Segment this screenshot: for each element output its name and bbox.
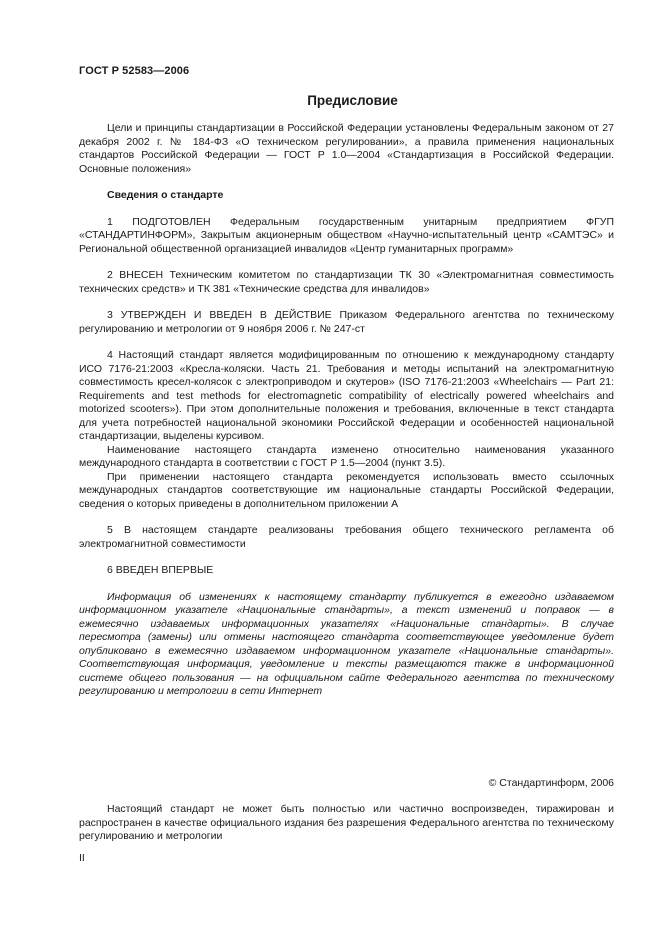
copyright: © Стандартинформ, 2006 xyxy=(488,777,614,789)
item-4: 4 Настоящий стандарт является модифицированным по отношению к международному стандарту ИСО 7176-21:2003 «Кресла-коляски. Часть 21. Требования и методы испытаний на электромагнитную совместимость кресел-колясок с электроприводом и скутеров» (ISO 7176-21:2003 «Wheelchairs — Part 21: Requirements and test methods for electromagnetic compatibility of electrically powered wheelchairs and motorized scooters»). При этом дополнительные положения и требования, включенные в текст стандарта для учета потребностей национальной экономики Российской Федерации и особенностей национальной стандартизации, выделены курсивом. xyxy=(79,349,614,442)
item-6: 6 ВВЕДЕН ВПЕРВЫЕ xyxy=(107,564,214,576)
item-2: 2 ВНЕСЕН Техническим комитетом по стандартизации ТК 30 «Электромагнитная совместимость технических средств» и ТК 381 «Технические средства для инвалидов» xyxy=(79,269,614,295)
page-title xyxy=(0,93,661,108)
changes-info-note: Информация об изменениях к настоящему стандарту публикуется в ежегодно издаваемом информационном указателе «Национальные стандарты», а текст изменений и поправок — в ежемесячно издаваемых информационных указателях «Национальные стандарты». В случае пересмотра (замены) или отмены настоящего стандарта соответствующее уведомление будет опубликовано в ежемесячно издаваемом информационном указателе «Национальные стандарты». Соответствующая информация, уведомление и тексты размещаются также в информационной системе общего пользования — на официальном сайте Федерального агентства по техническому регулированию и метрологии в сети Интернет xyxy=(79,590,614,697)
item-1: 1 ПОДГОТОВЛЕН Федеральным государственным унитарным предприятием ФГУП «СТАНДАРТИНФОРМ», Закрытым акционерным обществом «Научно-испытательный центр «САМТЭС» и Региональной общественной организацией инвалидов «Центр гуманитарных программ» xyxy=(79,215,614,255)
reproduction-notice xyxy=(79,803,614,844)
page-title-text: Предисловие xyxy=(307,93,398,108)
document-body xyxy=(79,122,614,699)
page-number: II xyxy=(79,852,85,864)
item-4-references-note: При применении настоящего стандарта рекомендуется использовать вместо ссылочных международных стандартов соответствующие им национальные стандарты Российской Федерации, сведения о которых приведены в дополнительном приложении А xyxy=(79,470,614,510)
item-5: 5 В настоящем стандарте реализованы требования общего технического регламента об электромагнитной совместимости xyxy=(79,524,614,550)
document-number: ГОСТ Р 52583—2006 xyxy=(79,65,190,77)
intro-paragraph: Цели и принципы стандартизации в Российской Федерации установлены Федеральным законом от 27 декабря 2002 г. № 184-ФЗ «О техническом регулировании», а правила применения национальных стандартов Российской Федерации — ГОСТ Р 1.0—2004 «Стандартизация в Российской Федерации. Основные положения» xyxy=(79,122,614,175)
item-3: 3 УТВЕРЖДЕН И ВВЕДЕН В ДЕЙСТВИЕ Приказом Федерального агентства по техническому регулированию и метрологии от 9 ноября 2006 г. № 247-ст xyxy=(79,309,614,335)
item-4-name-note: Наименование настоящего стандарта изменено относительно наименования указанного международного стандарта в соответствии с ГОСТ Р 1.5—2004 (пункт 3.5). xyxy=(79,443,614,469)
reproduction-notice-text: Настоящий стандарт не может быть полностью или частично воспроизведен, тиражирован и распространен в качестве официального издания без разрешения Федерального агентства по техническому регулированию и метрологии xyxy=(79,803,614,842)
section-subtitle: Сведения о стандарте xyxy=(107,189,224,201)
